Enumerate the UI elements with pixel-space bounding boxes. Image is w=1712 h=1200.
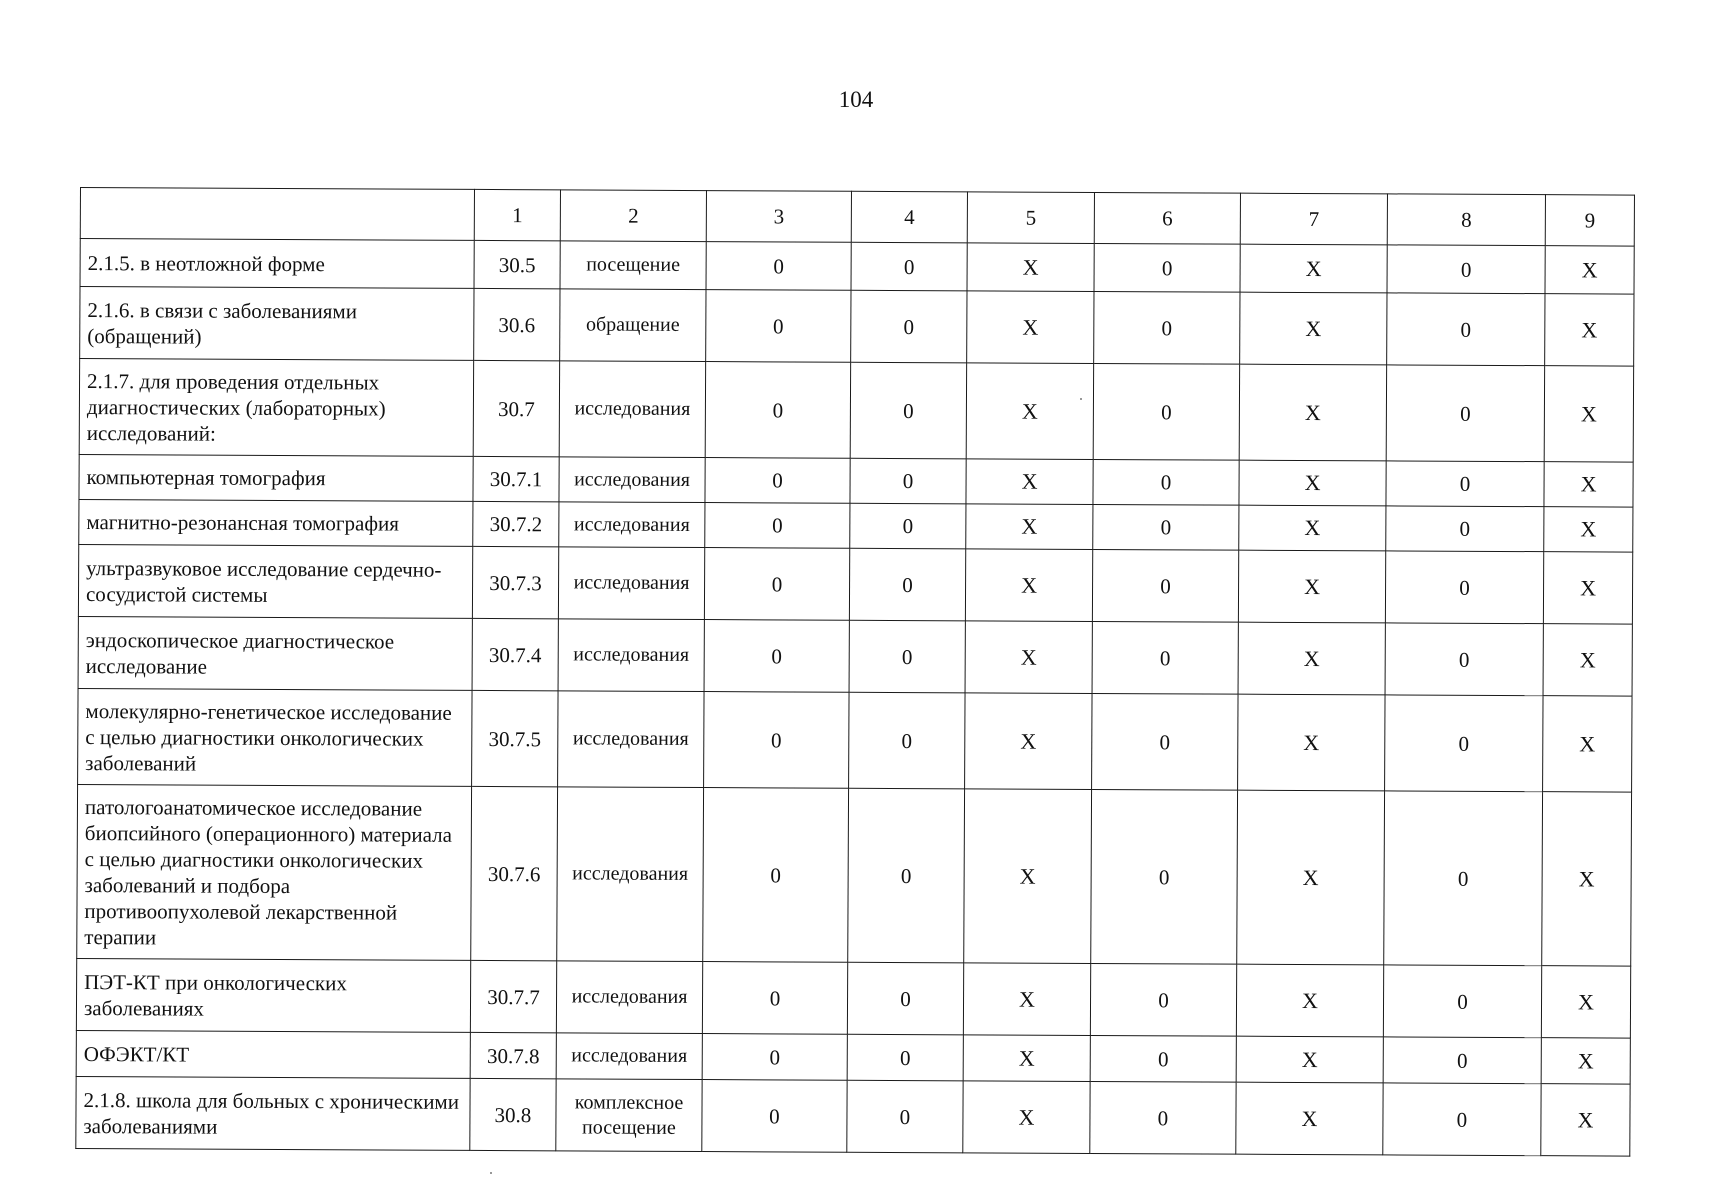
row-value-cell-5: X: [964, 789, 1092, 964]
row-value-cell-4: 0: [850, 458, 966, 504]
row-value-cell-3: 0: [705, 362, 850, 459]
row-unit-cell: комплексное посещение: [556, 1079, 702, 1152]
row-value-cell-7: X: [1238, 622, 1385, 695]
row-unit-cell: исследования: [559, 502, 705, 548]
row-value-cell-3: 0: [702, 1034, 847, 1081]
row-value-cell-7: X: [1239, 505, 1386, 551]
row-value-cell-9: X: [1544, 366, 1633, 462]
row-name-cell: ультразвуковое исследование сердечно-сосудистой системы: [78, 544, 472, 618]
row-code-cell: 30.7.8: [470, 1032, 556, 1078]
table-row: [76, 1030, 1630, 1084]
row-value-cell-9: X: [1544, 507, 1633, 552]
row-value-cell-8: 0: [1385, 623, 1543, 696]
row-unit-cell: исследования: [559, 361, 705, 458]
header-cell-4: 4: [851, 191, 967, 243]
row-value-cell-3: 0: [704, 548, 849, 621]
row-value-cell-5: X: [965, 621, 1092, 694]
row-value-cell-8: 0: [1387, 293, 1545, 366]
row-code-cell: 30.7.4: [472, 618, 558, 690]
row-name-cell: эндоскопическое диагностическое исследование: [78, 616, 472, 690]
table-row: [78, 544, 1632, 624]
row-value-cell-6: 0: [1090, 1081, 1236, 1154]
table-row: [78, 616, 1632, 696]
row-value-cell-8: 0: [1383, 1037, 1541, 1084]
table-row: [76, 1076, 1630, 1156]
row-value-cell-3: 0: [704, 692, 849, 789]
row-value-cell-8: 0: [1387, 245, 1545, 294]
row-code-cell: 30.6: [474, 288, 560, 360]
row-value-cell-5: X: [967, 243, 1094, 292]
row-name-cell: 2.1.6. в связи с заболеваниями (обращений): [80, 287, 474, 361]
row-unit-cell: исследования: [558, 619, 704, 692]
table-row: [79, 454, 1633, 507]
header-cell-8: 8: [1387, 194, 1545, 246]
row-value-cell-8: 0: [1383, 1083, 1541, 1156]
row-value-cell-4: 0: [847, 1034, 963, 1081]
scan-speck: [490, 1172, 492, 1174]
row-value-cell-8: 0: [1385, 695, 1543, 792]
header-cell-name: [80, 188, 474, 241]
row-unit-cell: исследования: [558, 547, 704, 620]
row-value-cell-3: 0: [705, 503, 850, 549]
row-value-cell-4: 0: [849, 692, 965, 789]
row-value-cell-7: X: [1236, 1036, 1383, 1083]
row-value-cell-4: 0: [847, 1080, 963, 1153]
row-value-cell-5: X: [963, 963, 1090, 1036]
row-value-cell-6: 0: [1091, 789, 1238, 964]
row-code-cell: 30.7.7: [470, 960, 556, 1032]
row-name-cell: 2.1.5. в неотложной форме: [80, 239, 474, 289]
row-code-cell: 30.7: [473, 360, 559, 456]
row-value-cell-4: 0: [851, 290, 967, 363]
row-value-cell-4: 0: [849, 620, 965, 693]
row-value-cell-4: 0: [850, 503, 966, 549]
row-value-cell-7: X: [1240, 244, 1387, 293]
row-value-cell-9: X: [1541, 966, 1630, 1038]
row-value-cell-4: 0: [847, 962, 963, 1035]
header-cell-9: 9: [1545, 195, 1634, 246]
row-value-cell-9: X: [1545, 246, 1634, 294]
row-code-cell: 30.5: [474, 240, 560, 288]
row-code-cell: 30.7.6: [471, 786, 558, 960]
row-code-cell: 30.7.3: [472, 546, 558, 618]
row-value-cell-7: X: [1240, 292, 1387, 365]
row-value-cell-7: X: [1238, 694, 1385, 791]
row-name-cell: ПЭТ-КТ при онкологических заболеваниях: [76, 958, 470, 1032]
row-value-cell-6: 0: [1090, 1035, 1236, 1082]
table-row: [80, 239, 1634, 295]
row-value-cell-4: 0: [851, 242, 967, 291]
table-row: [77, 784, 1632, 966]
row-value-cell-9: X: [1545, 294, 1634, 366]
row-value-cell-3: 0: [706, 242, 851, 291]
row-name-cell: компьютерная томография: [79, 454, 473, 501]
row-unit-cell: исследования: [556, 1033, 702, 1080]
row-name-cell: 2.1.7. для проведения отдельных диагностических (лабораторных) исследований:: [79, 359, 473, 457]
row-value-cell-7: X: [1236, 1082, 1383, 1155]
row-unit-cell: посещение: [560, 241, 706, 290]
row-value-cell-8: 0: [1384, 791, 1543, 966]
row-value-cell-3: 0: [702, 962, 847, 1035]
row-value-cell-3: 0: [704, 620, 849, 693]
indicator-table: [75, 187, 1635, 1157]
header-cell-5: 5: [967, 192, 1094, 244]
row-value-cell-3: 0: [706, 290, 851, 363]
row-unit-cell: обращение: [560, 289, 706, 362]
row-value-cell-6: 0: [1092, 693, 1238, 790]
row-value-cell-7: X: [1237, 790, 1385, 965]
row-name-cell: патологоанатомическое исследование биопсийного (операционного) материала с целью диагностики онкологических заболеваний и подбора противоопухолевой лекарственной терапии: [77, 784, 472, 960]
row-name-cell: 2.1.8. школа для больных с хроническими заболеваниями: [76, 1076, 470, 1150]
row-value-cell-5: X: [967, 291, 1094, 364]
row-name-cell: магнитно-резонансная томография: [79, 499, 473, 546]
row-value-cell-8: 0: [1386, 506, 1544, 552]
row-code-cell: 30.7.2: [473, 501, 559, 546]
row-value-cell-9: X: [1544, 462, 1633, 507]
row-value-cell-4: 0: [848, 788, 965, 963]
table-row: [79, 359, 1633, 463]
row-name-cell: ОФЭКТ/КТ: [76, 1030, 470, 1078]
row-unit-cell: исследования: [558, 691, 704, 788]
row-value-cell-6: 0: [1092, 621, 1238, 694]
row-value-cell-5: X: [965, 549, 1092, 622]
row-value-cell-8: 0: [1385, 551, 1543, 624]
row-value-cell-8: 0: [1386, 461, 1544, 507]
row-value-cell-7: X: [1236, 964, 1383, 1037]
row-value-cell-9: X: [1543, 696, 1632, 792]
row-value-cell-9: X: [1541, 1038, 1630, 1084]
row-code-cell: 30.7.5: [472, 690, 558, 786]
row-name-cell: молекулярно-генетическое исследование с целью диагностики онкологических заболеваний: [78, 688, 472, 786]
page-number: 104: [838, 87, 874, 112]
row-value-cell-3: 0: [703, 788, 849, 963]
row-value-cell-6: 0: [1094, 243, 1240, 292]
row-value-cell-6: 0: [1093, 363, 1239, 460]
row-value-cell-8: 0: [1383, 965, 1541, 1038]
row-value-cell-9: X: [1542, 792, 1632, 966]
row-value-cell-6: 0: [1092, 549, 1238, 622]
row-value-cell-5: X: [966, 459, 1093, 505]
scan-speck: [1080, 398, 1082, 400]
row-value-cell-4: 0: [849, 548, 965, 621]
row-value-cell-5: X: [965, 693, 1092, 790]
row-unit-cell: исследования: [559, 457, 705, 503]
header-cell-2: 2: [560, 190, 706, 242]
row-value-cell-3: 0: [705, 458, 850, 504]
row-value-cell-6: 0: [1093, 459, 1239, 505]
table-row: [76, 958, 1630, 1038]
table-row: [78, 688, 1632, 792]
row-value-cell-7: X: [1239, 364, 1386, 461]
table-body: [76, 188, 1635, 1157]
row-value-cell-8: 0: [1386, 365, 1544, 462]
row-value-cell-7: X: [1239, 460, 1386, 506]
table-row: [80, 287, 1634, 367]
row-value-cell-5: X: [963, 1081, 1090, 1154]
header-cell-1: 1: [474, 189, 560, 240]
header-cell-7: 7: [1240, 193, 1387, 245]
row-value-cell-6: 0: [1094, 291, 1240, 364]
row-code-cell: 30.8: [470, 1078, 556, 1150]
column-number-row: [80, 188, 1634, 247]
row-unit-cell: исследования: [557, 787, 704, 962]
row-value-cell-5: X: [966, 504, 1093, 550]
header-cell-3: 3: [706, 191, 851, 243]
row-value-cell-9: X: [1543, 552, 1632, 624]
row-value-cell-5: X: [963, 1035, 1090, 1082]
table-row: [79, 499, 1633, 552]
row-code-cell: 30.7.1: [473, 456, 559, 501]
header-cell-6: 6: [1094, 192, 1240, 244]
row-value-cell-9: X: [1543, 624, 1632, 696]
row-value-cell-9: X: [1541, 1084, 1630, 1156]
row-value-cell-5: X: [966, 363, 1093, 460]
row-value-cell-6: 0: [1090, 963, 1236, 1036]
row-value-cell-4: 0: [850, 362, 966, 459]
row-value-cell-3: 0: [702, 1080, 847, 1153]
row-value-cell-6: 0: [1093, 504, 1239, 550]
row-unit-cell: исследования: [556, 961, 702, 1034]
row-value-cell-7: X: [1238, 550, 1385, 623]
